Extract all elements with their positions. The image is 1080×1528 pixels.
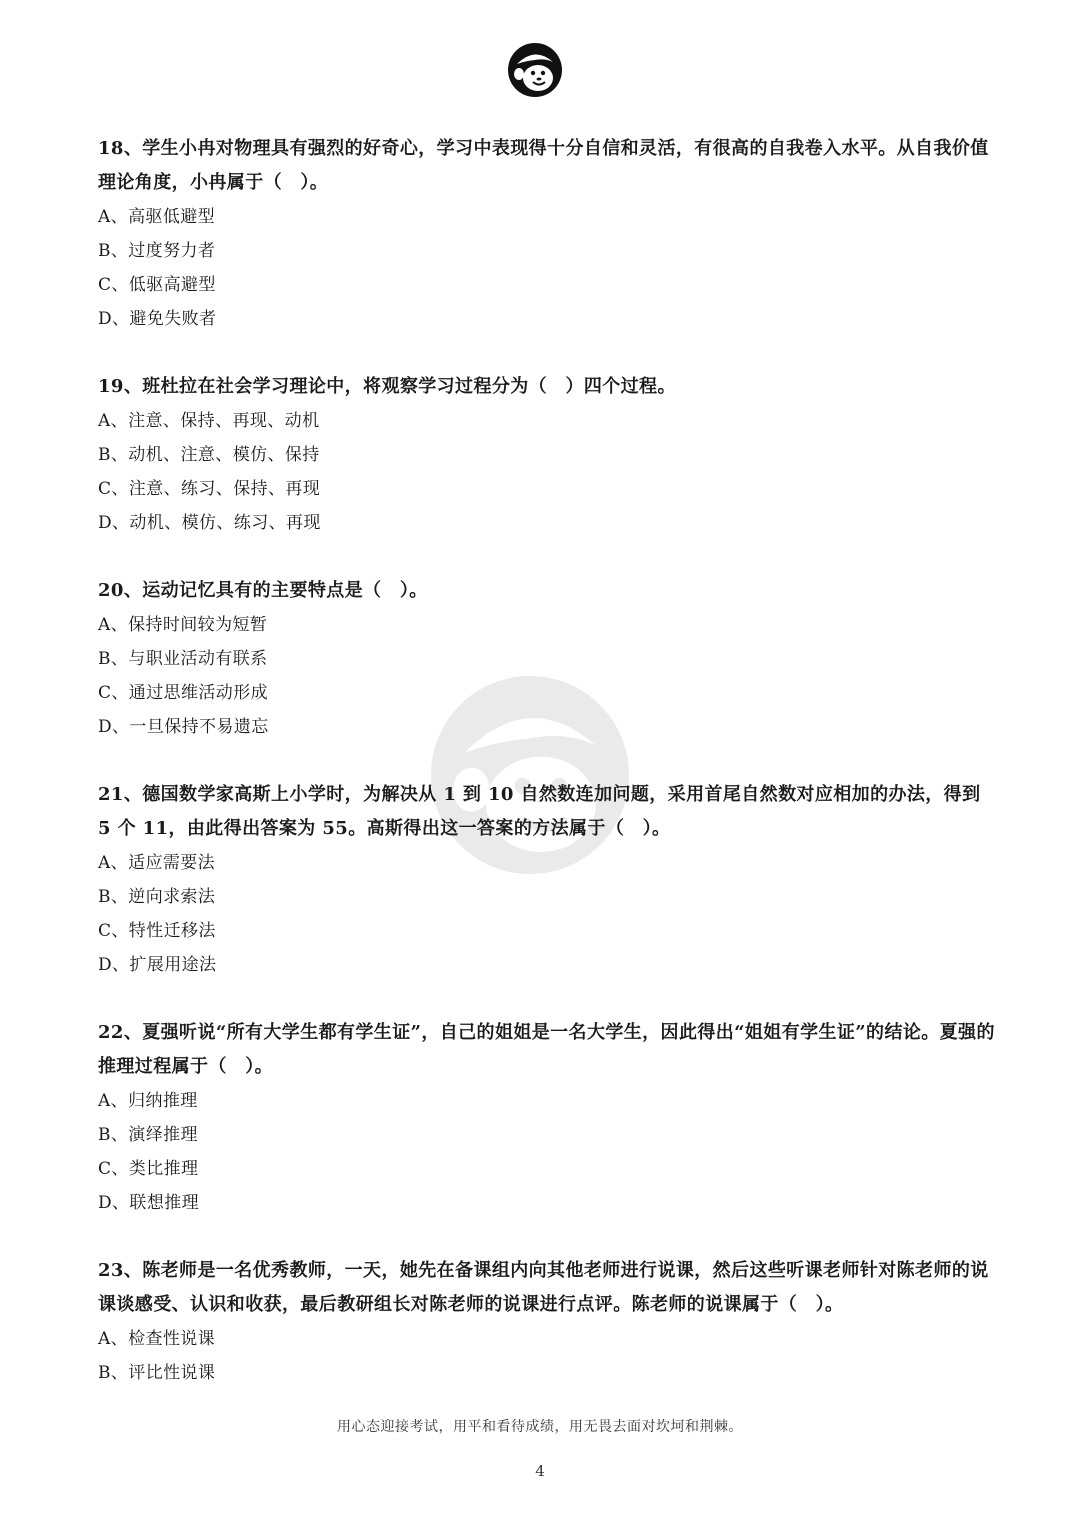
option-d: D、一旦保持不易遗忘 bbox=[98, 717, 269, 737]
option-c: C、低驱高避型 bbox=[98, 275, 216, 295]
question-stem: 22、夏强听说“所有大学生都有学生证”，自己的姐姐是一名大学生，因此得出“姐姐有学生证”的结论。夏强的推理过程属于（ ）。 bbox=[98, 1022, 995, 1077]
question-list bbox=[98, 132, 998, 1424]
option-a: A、适应需要法 bbox=[98, 853, 216, 873]
option-a: A、检查性说课 bbox=[98, 1329, 216, 1349]
monkey-logo-icon bbox=[505, 40, 565, 100]
question-stem: 23、陈老师是一名优秀教师，一天，她先在备课组内向其他老师进行说课，然后这些听课老师针对陈老师的说课谈感受、认识和收获，最后教研组长对陈老师的说课进行点评。陈老师的说课属于（ ）。 bbox=[98, 1260, 989, 1315]
option-b: B、逆向求索法 bbox=[98, 887, 216, 907]
option-d: D、联想推理 bbox=[98, 1193, 200, 1213]
option-d: D、动机、模仿、练习、再现 bbox=[98, 513, 321, 533]
question-18 bbox=[98, 132, 998, 336]
option-c: C、特性迁移法 bbox=[98, 921, 216, 941]
question-21 bbox=[98, 778, 998, 982]
question-stem: 19、班杜拉在社会学习理论中，将观察学习过程分为（ ）四个过程。 bbox=[98, 376, 676, 397]
question-20 bbox=[98, 574, 998, 744]
option-b: B、评比性说课 bbox=[98, 1363, 216, 1383]
option-b: B、动机、注意、模仿、保持 bbox=[98, 445, 320, 465]
option-a: A、归纳推理 bbox=[98, 1091, 198, 1111]
option-a: A、注意、保持、再现、动机 bbox=[98, 411, 320, 431]
question-22 bbox=[98, 1016, 998, 1220]
option-c: C、通过思维活动形成 bbox=[98, 683, 269, 703]
option-a: A、高驱低避型 bbox=[98, 207, 216, 227]
question-stem: 20、运动记忆具有的主要特点是（ ）。 bbox=[98, 580, 428, 601]
question-23 bbox=[98, 1254, 998, 1390]
option-d: D、避免失败者 bbox=[98, 309, 217, 329]
option-a: A、保持时间较为短暂 bbox=[98, 615, 268, 635]
page-number: 4 bbox=[535, 1462, 545, 1480]
option-c: C、类比推理 bbox=[98, 1159, 199, 1179]
footer-motto: 用心态迎接考试，用平和看待成绩，用无畏去面对坎坷和荆棘。 bbox=[337, 1419, 743, 1435]
option-d: D、扩展用途法 bbox=[98, 955, 217, 975]
question-stem: 21、德国数学家高斯上小学时，为解决从 1 到 10 自然数连加问题，采用首尾自然数对应相加的办法，得到 5 个 11，由此得出答案为 55。高斯得出这一答案的方法属于（ ）。 bbox=[98, 784, 981, 839]
option-b: B、演绎推理 bbox=[98, 1125, 198, 1145]
question-19 bbox=[98, 370, 998, 540]
option-b: B、与职业活动有联系 bbox=[98, 649, 268, 669]
option-c: C、注意、练习、保持、再现 bbox=[98, 479, 321, 499]
option-b: B、过度努力者 bbox=[98, 241, 216, 261]
question-stem: 18、学生小冉对物理具有强烈的好奇心，学习中表现得十分自信和灵活，有很高的自我卷入水平。从自我价值理论角度，小冉属于（ ）。 bbox=[98, 138, 989, 193]
